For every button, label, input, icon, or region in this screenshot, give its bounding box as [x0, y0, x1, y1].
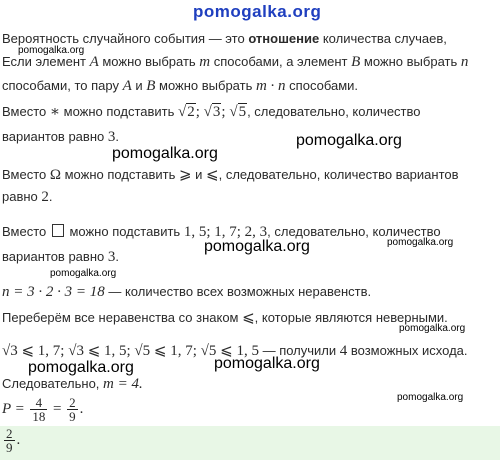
- paragraph-line: [2, 189, 53, 206]
- paragraph-line: [2, 249, 119, 266]
- period: .: [16, 431, 21, 448]
- paragraph-line: [2, 165, 459, 184]
- math-var: m: [199, 54, 211, 70]
- text: Вместо: [2, 104, 50, 119]
- math-number: 2: [41, 189, 49, 205]
- text: .: [48, 189, 53, 204]
- math-expr: m · n: [255, 78, 286, 94]
- watermark: pomogalka.org: [296, 132, 402, 149]
- bold-term: отношение: [248, 31, 320, 46]
- text: , следовательно, количество: [267, 224, 441, 239]
- equals-sign: =: [53, 400, 62, 417]
- paragraph-line: [2, 224, 441, 241]
- omega-symbol: Ω: [49, 167, 61, 183]
- text: Переберём все неравенства со знаком: [2, 310, 243, 325]
- watermark: pomogalka.org: [28, 359, 134, 376]
- watermark: pomogalka.org: [387, 237, 454, 248]
- math-number: 3: [107, 249, 116, 265]
- math-expr: m = 4.: [103, 376, 143, 392]
- math-var: B: [351, 54, 361, 70]
- text: можно подставить: [60, 104, 179, 119]
- answer-box: [0, 426, 500, 460]
- text: можно подставить: [61, 167, 179, 182]
- text: Вместо: [2, 167, 50, 182]
- math-var: A: [122, 78, 132, 94]
- paragraph-line: [2, 308, 448, 327]
- text: способами, то пару: [2, 78, 123, 93]
- text: можно подставить: [65, 224, 184, 239]
- math-roots: √2; √3; √5: [178, 104, 247, 120]
- math-numbers: 1, 5; 1, 7; 2, 3: [183, 224, 268, 240]
- fraction: $\frac{2}{9}$: [69, 395, 76, 424]
- text: способами, а элемент: [210, 54, 352, 69]
- text: Вероятность случайного события — это: [2, 31, 249, 46]
- paragraph-line: [2, 102, 421, 121]
- text: , следовательно, количество: [247, 104, 421, 119]
- text: Следовательно,: [2, 376, 104, 391]
- text: можно выбрать: [155, 78, 256, 93]
- watermark: pomogalka.org: [204, 238, 310, 255]
- watermark: pomogalka.org: [50, 268, 117, 279]
- watermark-top: pomogalka.org: [193, 2, 322, 21]
- math-var: n: [460, 54, 469, 70]
- period: .: [79, 400, 84, 417]
- paragraph-line: [2, 54, 468, 71]
- text: — получили: [258, 343, 340, 358]
- paragraph-line: [2, 376, 143, 393]
- text: возможных исхода.: [347, 343, 468, 358]
- text: и: [191, 167, 207, 182]
- math-inequalities: √3 ⩽ 1, 7; √3 ⩽ 1, 5; √5 ⩽ 1, 7; √5 ⩽ 1, 5: [2, 343, 259, 359]
- text: и: [131, 78, 147, 93]
- star-symbol: ∗: [49, 104, 61, 120]
- paragraph-line: [2, 129, 119, 146]
- leq-symbol: ⩽: [206, 167, 219, 183]
- text: Если элемент: [2, 54, 90, 69]
- text: равно: [2, 189, 42, 204]
- text: — количество всех возможных неравенств.: [104, 284, 372, 299]
- paragraph-line: [2, 284, 371, 301]
- math-expr: n = 3 · 2 · 3 = 18: [2, 284, 105, 300]
- math-var: A: [89, 54, 99, 70]
- text: вариантов равно: [2, 129, 108, 144]
- text: .: [115, 249, 119, 264]
- math-number: 4: [339, 343, 348, 359]
- fraction: $\frac{4}{18}$: [32, 395, 46, 424]
- geq-symbol: ⩾: [178, 167, 192, 183]
- text: , следовательно, количество вариантов: [218, 167, 459, 182]
- watermark: pomogalka.org: [214, 355, 320, 372]
- watermark: pomogalka.org: [18, 45, 85, 56]
- answer-fraction: $\frac{2}{9}$: [6, 426, 13, 455]
- text: Вместо: [2, 224, 50, 239]
- text: , которые являются неверными.: [254, 310, 448, 325]
- square-symbol: [52, 224, 64, 237]
- watermark: pomogalka.org: [399, 323, 466, 334]
- paragraph-line: [2, 78, 358, 95]
- watermark: pomogalka.org: [397, 392, 464, 403]
- text: способами.: [285, 78, 359, 93]
- math-number: 3: [107, 129, 116, 145]
- math-var: B: [146, 78, 156, 94]
- text: количества случаев,: [319, 31, 447, 46]
- watermark: pomogalka.org: [112, 145, 218, 162]
- text: .: [115, 129, 119, 144]
- answer: [2, 427, 20, 454]
- text: можно выбрать: [360, 54, 461, 69]
- text: можно выбрать: [98, 54, 200, 69]
- leq-symbol: ⩽: [242, 310, 255, 326]
- text: вариантов равно: [2, 249, 108, 264]
- probability-formula: [2, 396, 83, 423]
- math-expr: P =: [2, 400, 25, 417]
- paragraph-line: [2, 341, 468, 360]
- paragraph-line: [2, 31, 447, 46]
